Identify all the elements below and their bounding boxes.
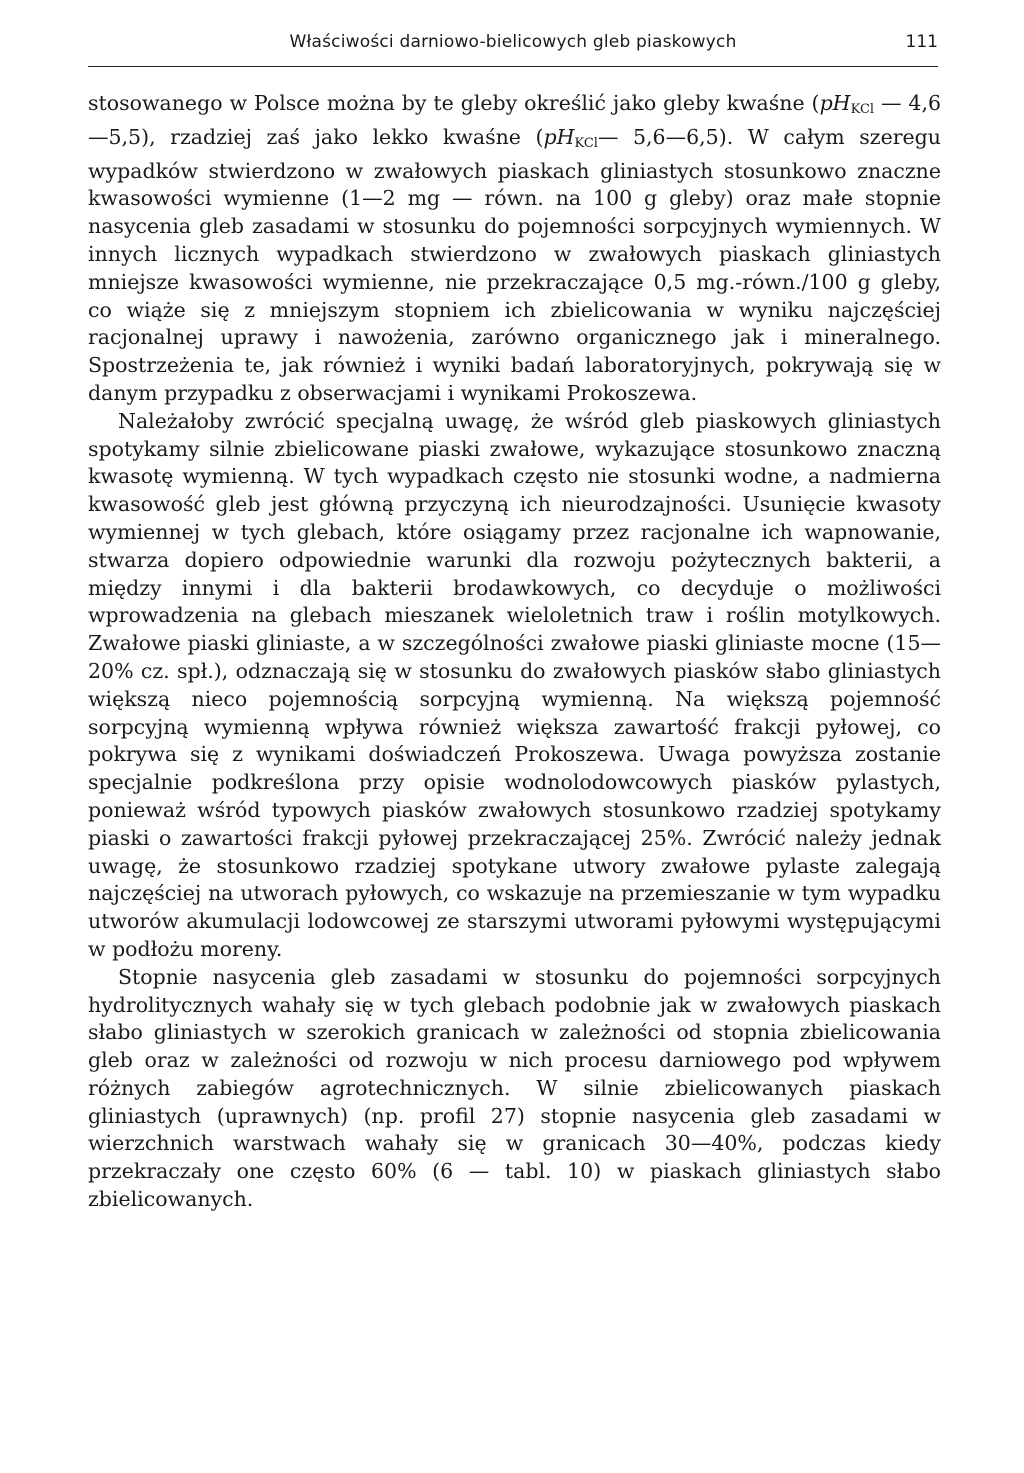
paragraph-2: Należałoby zwrócić specjalną uwagę, że wśród gleb piaskowych gliniastych spotykamy silnie zbielicowane piaski zwałowe, wykazujące stosunkowo znaczną kwasotę wymienną. W tych wypadkach często nie stosunki wodne, a nadmierna kwasowość gleb jest główną przyczyną ich nieurodzajności. Usunięcie kwasoty wymiennej w tych glebach, które osiągamy przez racjonalne ich wapnowanie, stwarza dopiero odpowiednie warunki dla rozwoju pożytecznych bakterii, a między innymi i dla bakterii brodawkowych, co decyduje o możliwości wprowadzenia na glebach mieszanek wieloletnich traw i roślin motylkowych. Zwałowe piaski gliniaste, a w szczególności zwałowe piaski gliniaste mocne (15—20% cz. spł.), odznaczają się w stosunku do zwałowych piasków słabo gliniastych większą nieco pojemnością sorpcyjną wymienną. Na większą pojemność sorpcyjną wymienną wpływa również większa zawartość frakcji pyłowej, co pokrywa się z wynikami doświadczeń Prokoszewa. Uwaga powyższa zostanie specjalnie podkreślona przy opisie wodnolodowcowych piasków pylastych, ponieważ wśród typowych piasków zwałowych stosunkowo rzadziej spotykamy piaski o zawartości frakcji pyłowej przekraczającej 25%. Zwrócić należy jednak uwagę, że stosunkowo rzadziej spotykane utwory zwałowe pylaste zalegają najczęściej na utworach pyłowych, co wskazuje na przemieszanie w tym wypadku utworów akumulacji lodowcowej ze starszymi utworami pyłowymi występującymi w podłożu moreny. [88, 408, 941, 961]
running-title: Właściwości darniowo-bielicowych gleb piaskowych [289, 32, 737, 52]
kcl-subscript: KCl [850, 102, 875, 117]
paragraph-1-part-3: — 5,6—6,5). W całym szeregu wypadków stwierdzono w zwałowych piaskach gliniastych stosunkowo znaczne kwasowości wymienne (1—2 mg — równ. na 100 g gleby) oraz małe stopnie nasycenia gleb zasadami w stosunku do pojemności sorpcyjnych wymiennych. W innych licznych wypadkach stwierdzono w zwałowych piaskach gliniastych mniejsze kwasowości wymienne, nie przekraczające 0,5 mg.-równ./100 g gleby, co wiąże się z mniejszym stopniem ich zbielicowania w wyniku najczęściej racjonalnej uprawy i nawożenia, zarówno organicznego jak i mineralnego. Spostrzeżenia te, jak również i wyniki badań laboratoryjnych, pokrywają się w danym przypadku z obserwacjami i wynikami Prokoszewa. [88, 124, 941, 405]
page-number: 111 [905, 32, 938, 52]
ph-symbol: pH [543, 124, 575, 149]
paragraph-1-part-1: stosowanego w Polsce można by te gleby określić jako gleby kwaśne ( [88, 91, 820, 115]
page-header [88, 32, 938, 67]
body-text [88, 90, 941, 1214]
ph-symbol: pH [819, 91, 851, 115]
paragraph-3: Stopnie nasycenia gleb zasadami w stosunku do pojemności sorpcyjnych hydrolitycznych wahały się w tych glebach podobnie jak w zwałowych piaskach słabo gliniastych w szerokich granicach w zależności od stopnia zbielicowania gleb oraz w zależności od rozwoju w nich procesu darniowego pod wpływem różnych zabiegów agrotechnicznych. W silnie zbielicowanych piaskach gliniastych (uprawnych) (np. profil 27) stopnie nasycenia gleb zasadami w wierzchnich warstwach wahały się w granicach 30—40%, podczas kiedy przekraczały one często 60% (6 — tabl. 10) w piaskach gliniastych słabo zbielicowanych. [88, 964, 941, 1212]
kcl-subscript: KCl [574, 135, 598, 151]
paragraph-1-part-2: — 4,6—5,5), rzadziej zaś jako lekko kwaśne ( [88, 91, 941, 149]
paragraph-1 [88, 90, 941, 408]
